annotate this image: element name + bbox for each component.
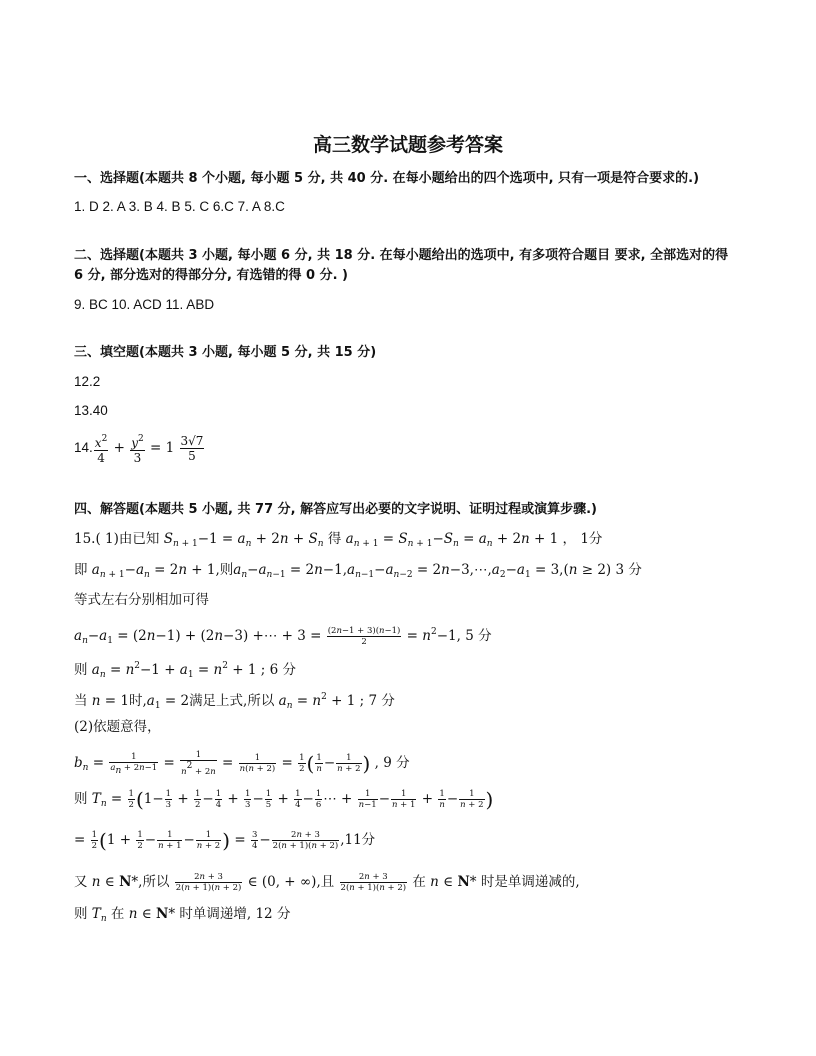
q15-line-4: $a_n-a_1 = (2n-1) + (2n-3)$ +⋯ + 3 = $\frac{(2n-1 + 3)(n-1)}{2}$ = $n^2-1$, 5 分 <box>74 626 492 647</box>
section-3-heading: 三、填空题(本题共 3 小题, 每小题 5 分, 共 15 分) <box>74 345 377 360</box>
section-2-answers: 9. BC 10. ACD 11. ABD <box>74 297 215 312</box>
q15-line-6: 当 n = 1时$,a_1 = 2$满足上式,所以 $a_n = n^2 + 1$ ; 7 分 <box>74 692 395 711</box>
q15-line-9: 则 $T_n$ = $\frac{1}{2}$ (1− $\frac{1}{3}$ + $\frac{1}{2}$ − $\frac{1}{4}$ + $\frac{1}{3}$ − $\frac{1}{5}$ + $\frac{1}{4}$ − $\frac{1}{6}$ ⋯ + $\frac{1}{n-1}$ − $\frac{1}{n + 1}$ + $\frac{1}{n}$ − $\frac{1}{n + 2}$ ) <box>74 787 494 812</box>
q15-line-2: 即 $a_{n + 1}-a_n = 2n + 1$,则$a_n-a_{n-1} = 2n-1,a_{n-1}-a_{n-2}$ = $2n-3,\cdots,a_2-a_1 = 3,(n \ge 2)$ 3 分 <box>74 562 642 580</box>
answer-12: 12.2 <box>74 374 101 389</box>
q15-line-10: = $\frac{1}{2}$ (1 + $\frac{1}{2}$ − $\frac{1}{n + 1}$ − $\frac{1}{n + 2}$ ) = $\frac{3}{4}$ − $\frac{2n + 3}{2(n + 1)(n + 2)}$ ,11分 <box>74 828 376 853</box>
q15-line-12: 则 $T_n$ 在 n ∈ N* 时单调递增, 12 分 <box>74 906 291 924</box>
section-1-answers: 1. D 2. A 3. B 4. B 5. C 6.C 7. A 8.C <box>74 199 285 214</box>
q15-line-3: 等式左右分别相加可得 <box>74 592 209 608</box>
section-2-heading-line-1: 二、选择题(本题共 3 小题, 每小题 6 分, 共 18 分. 在每小题给出的选项中, 有多项符合题目 要求, 全部选对的得 <box>74 248 729 263</box>
q15-line-11: 又 n ∈ N*,所以 $\frac{2n + 3}{2(n + 1)(n + 2)}$ ∈ (0, + ∞),且 $\frac{2n + 3}{2(n + 1)(n + 2)}$ 在 n ∈ N* 时是单调递减的, <box>74 872 580 893</box>
answer-13: 13.40 <box>74 403 108 418</box>
section-2-heading-line-2: 6 分, 部分选对的得部分分, 有选错的得 0 分. ) <box>74 268 349 283</box>
answer-14-formula: $\frac{x^2}{4}$ + $\frac{y^2}{3}$ = 1 $\frac{3√7}{5}$ <box>94 434 204 465</box>
answer-14-label: 14. <box>74 440 93 455</box>
q15-line-5: 则 $a_n = n^2-1 + a_1 = n^2 + 1$ ; 6 分 <box>74 661 296 680</box>
page-title: 高三数学试题参考答案 <box>312 134 503 156</box>
section-4-heading: 四、解答题(本题共 5 小题, 共 77 分, 解答应写出必要的文字说明、证明过程或演算步骤.) <box>74 502 597 517</box>
q15-line-1: 15.( 1)由已知 $S_{n + 1}-1 = a_n + 2n + S_n$ 得 $a_{n + 1} = S_{n + 1}-S_n = a_n + 2n + 1$ ， 1分 <box>74 531 603 549</box>
answer-14 <box>74 432 746 465</box>
section-1-heading: 一、选择题(本题共 8 个小题, 每小题 5 分, 共 40 分. 在每小题给出的四个选项中, 只有一项是符合要求的.) <box>74 171 700 186</box>
q15-line-8: $b_n$ = $\frac{1}{a_n + 2n-1}$ = $\frac{1}{n^2 + 2n}$ = $\frac{1}{n(n + 2)}$ = $\frac{1}{2}$ ( $\frac{1}{n}$ − $\frac{1}{n + 2}$ ) , 9 分 <box>74 750 410 777</box>
q15-part-2-heading: (2)依题意得， <box>74 719 161 735</box>
